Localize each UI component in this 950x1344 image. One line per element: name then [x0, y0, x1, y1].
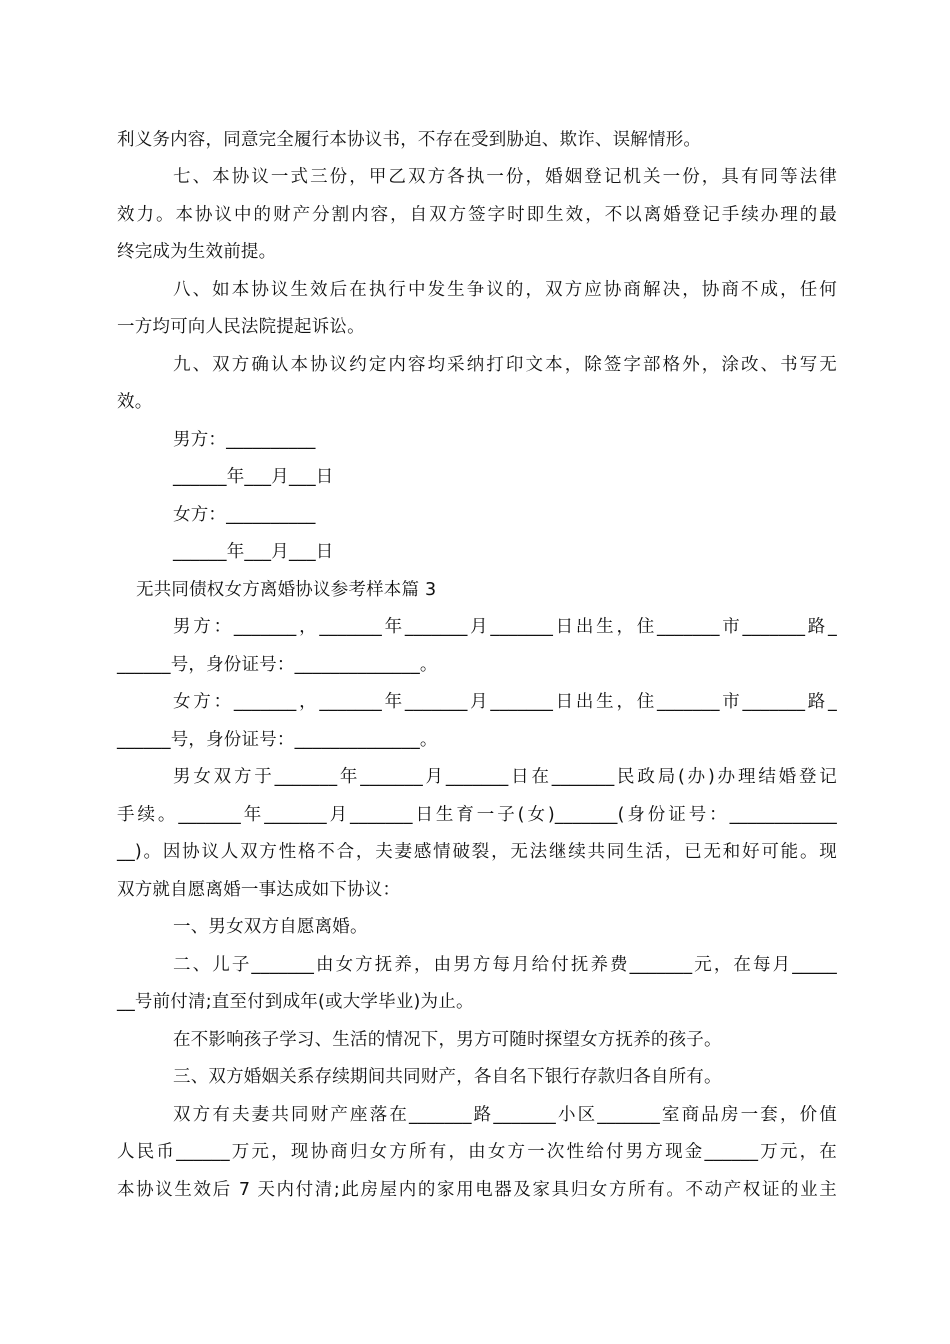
text-line: ______号，身份证号：______________。 [117, 730, 438, 750]
text-line: 一方均可向人民法院提起诉讼。 [117, 317, 365, 337]
clause-three: 三、双方婚姻关系存续期间共同财产，各自名下银行存款归各自所有。 [173, 1067, 722, 1087]
visitation-line: 在不影响孩子学习、生活的情况下，男方可随时探望女方抚养的孩子。 [173, 1030, 722, 1050]
text-line: 手续。_______年_______月_______日生育一子(女)_______(身份证号：____________ [117, 805, 837, 825]
text-line: __)。因协议人双方性格不合，夫妻感情破裂，无法继续共同生活，已无和好可能。现 [117, 842, 837, 862]
female-signature-line: 女方：__________ [173, 505, 316, 525]
male-info-line: 男方：_______，_______年_______月_______日出生，住_______市_______路_ [173, 617, 837, 637]
text-line: 效。 [117, 392, 153, 412]
text-line: __号前付清;直至付到成年(或大学毕业)为止。 [117, 992, 474, 1012]
male-signature-line: 男方：__________ [173, 430, 316, 450]
clause-two: 二、儿子_______由女方抚养，由男方每月给付抚养费_______元，在每月_____ [173, 955, 837, 975]
clause-nine: 九、双方确认本协议约定内容均采纳打印文本，除签字部格外，涂改、书写无 [173, 355, 837, 375]
text-line: 人民币______万元，现协商归女方所有，由女方一次性给付男方现金______万元，在 [117, 1142, 837, 1162]
male-date-line: ______年___月___日 [173, 467, 334, 487]
section-heading: 无共同债权女方离婚协议参考样本篇 3 [136, 580, 437, 600]
clause-one: 一、男女双方自愿离婚。 [173, 917, 368, 937]
property-line: 双方有夫妻共同财产座落在_______路_______小区_______室商品房一套，价值 [173, 1105, 837, 1125]
marriage-info-line: 男女双方于_______年_______月_______日在_______民政局(办)办理结婚登记 [173, 767, 837, 787]
clause-seven: 七、本协议一式三份，甲乙双方各执一份，婚姻登记机关一份，具有同等法律 [173, 167, 837, 187]
text-line: 本协议生效后 7 天内付清;此房屋内的家用电器及家具归女方所有。不动产权证的业主 [117, 1180, 837, 1200]
female-date-line: ______年___月___日 [173, 542, 334, 562]
text-line: 终完成为生效前提。 [117, 242, 277, 262]
text-line: 双方就自愿离婚一事达成如下协议： [117, 880, 401, 900]
clause-eight: 八、如本协议生效后在执行中发生争议的，双方应协商解决，协商不成，任何 [173, 280, 837, 300]
female-info-line: 女方：_______，_______年_______月_______日出生，住_______市_______路_ [173, 692, 837, 712]
text-line: ______号，身份证号：______________。 [117, 655, 438, 675]
text-line: 利义务内容，同意完全履行本协议书，不存在受到胁迫、欺诈、误解情形。 [117, 130, 702, 150]
text-line: 效力。本协议中的财产分割内容，自双方签字时即生效，不以离婚登记手续办理的最 [117, 205, 837, 225]
